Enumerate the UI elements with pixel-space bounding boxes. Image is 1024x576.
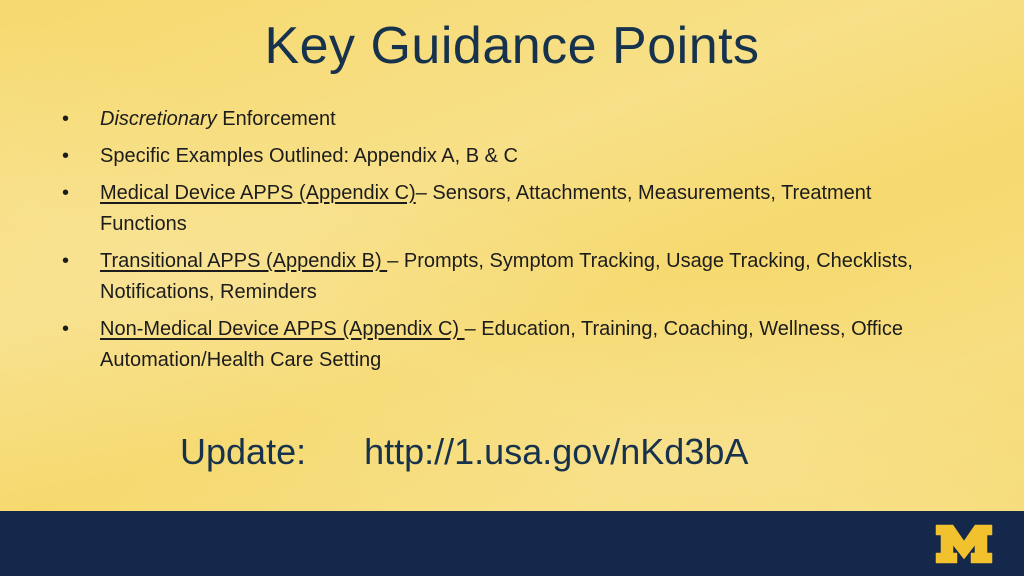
bullet-link[interactable]: Medical Device APPS (Appendix C) — [100, 182, 416, 204]
update-label: Update: — [180, 431, 307, 472]
bullet-text: – Prompts, Symptom Tracking, Usage Tracking, Checklists, Notifications, Reminders — [100, 250, 913, 303]
bullet-text: – Education, Training, Coaching, Wellness, Office Automation/Health Care Setting — [100, 318, 903, 371]
bullet-marker: • — [62, 145, 70, 167]
bullet-link[interactable]: Transitional APPS (Appendix B) — [100, 250, 388, 272]
bullet-list — [62, 104, 962, 382]
bullet-item — [62, 104, 962, 135]
update-url-link[interactable]: http://1.usa.gov/nKd3bA — [364, 431, 749, 472]
bullet-marker: • — [62, 250, 70, 272]
bullet-marker: • — [62, 182, 70, 204]
bullet-text: – Sensors, Attachments, Measurements, Treatment Functions — [100, 182, 872, 235]
bullet-item — [62, 314, 962, 376]
bullet-text: Specific Examples Outlined: Appendix A, B & C — [100, 145, 518, 167]
bullet-marker: • — [62, 318, 70, 340]
bullet-item — [62, 246, 962, 308]
slide-title: Key Guidance Points — [264, 17, 760, 75]
bullet-link[interactable]: Non-Medical Device APPS (Appendix C) — [100, 318, 465, 340]
footer-bar — [0, 511, 1024, 576]
bullet-text: Enforcement — [216, 108, 336, 130]
bullet-item — [62, 141, 962, 172]
bullet-italic-text: Discretionary — [100, 108, 217, 130]
update-line — [180, 428, 748, 476]
bullet-item — [62, 178, 962, 240]
bullet-marker: • — [62, 108, 70, 130]
block-m-logo-icon — [934, 523, 994, 565]
